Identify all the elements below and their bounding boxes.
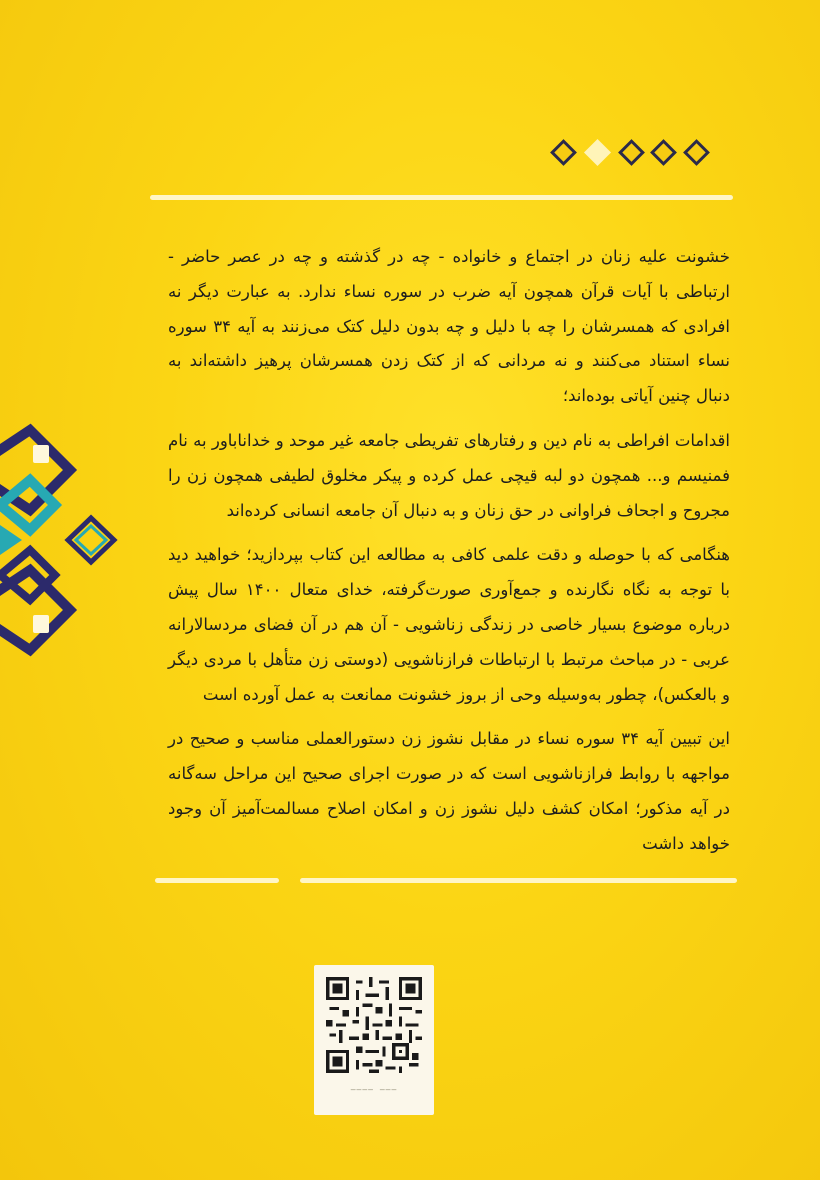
paragraph-1: خشونت علیه زنان در اجتماع و خانواده - چه در گذشته و چه در عصر حاضر - ارتباطی با آیات قرآن همچون آیه ضرب در سوره نساء ندارد. به عبارت دیگر نه افرادی که همسرشان را چه با دلیل و چه بدون دلیل کتک می‌زنند به آیه ۳۴ سوره نساء استناد می‌کنند و نه مردانی که از کتک زدن همسرشان پرهیز داشته‌اند به دنبال چنین آیاتی بوده‌اند؛ bbox=[168, 247, 730, 406]
paragraph-2: اقدامات افراطی به نام دین و رفتارهای تفریطی جامعه غیر موحد و خداناباور به نام فمنیسم و... همچون دو لبه قیچی عمل کرده و پیکر مخلوق لطیفی همچون زن را مجروح و اجحاف فراوانی در حق زنان و به دنبال آن جامعه انسانی کرده‌اند bbox=[168, 430, 730, 520]
geometric-ornament-icon bbox=[0, 420, 130, 660]
top-divider bbox=[150, 195, 733, 200]
paragraph-3: هنگامی که با حوصله و دقت علمی کافی به مطالعه این کتاب بپردازید؛ خواهید دید با توجه به نگاه نگارنده و جمع‌آوری صورت‌گرفته، خدای متعال ۱۴۰۰ سال پیش درباره موضوع بسیار خاصی در زندگی زناشویی - آن هم در آن فضای مردسالارانه عربی - در مباحث مرتبط با ارتباطات فرازناشویی (دوستی زن متأهل با مردی دیگر و بالعکس)، چطور به‌وسیله وحی از بروز خشونت ممانعت به عمل آورده است bbox=[168, 545, 730, 704]
paragraph-4: این تبیین آیه ۳۴ سوره نساء در مقابل نشوز زن دستورالعملی مناسب و صحیح در مواجهه با روابط فرازناشویی است که در صورت اجرای صحیح این مراحل سه‌گانه در آیه مذکور؛ امکان کشف دلیل نشوز زن و امکان اصلاح مسالمت‌آمیز آن وجود خواهد داشت bbox=[168, 729, 730, 853]
bottom-divider-left bbox=[155, 878, 279, 883]
diamond-icon bbox=[618, 139, 645, 166]
qr-code-icon[interactable] bbox=[326, 977, 422, 1073]
diamond-icon bbox=[650, 139, 677, 166]
qr-caption: ———— ——— bbox=[350, 1085, 398, 1094]
bottom-divider-right bbox=[300, 878, 737, 883]
diamond-ornament-row bbox=[548, 139, 714, 165]
back-cover-text bbox=[168, 240, 730, 872]
diamond-icon bbox=[683, 139, 710, 166]
qr-code-card[interactable] bbox=[314, 965, 434, 1115]
diamond-icon bbox=[550, 139, 577, 166]
diamond-icon-highlight bbox=[584, 139, 611, 166]
